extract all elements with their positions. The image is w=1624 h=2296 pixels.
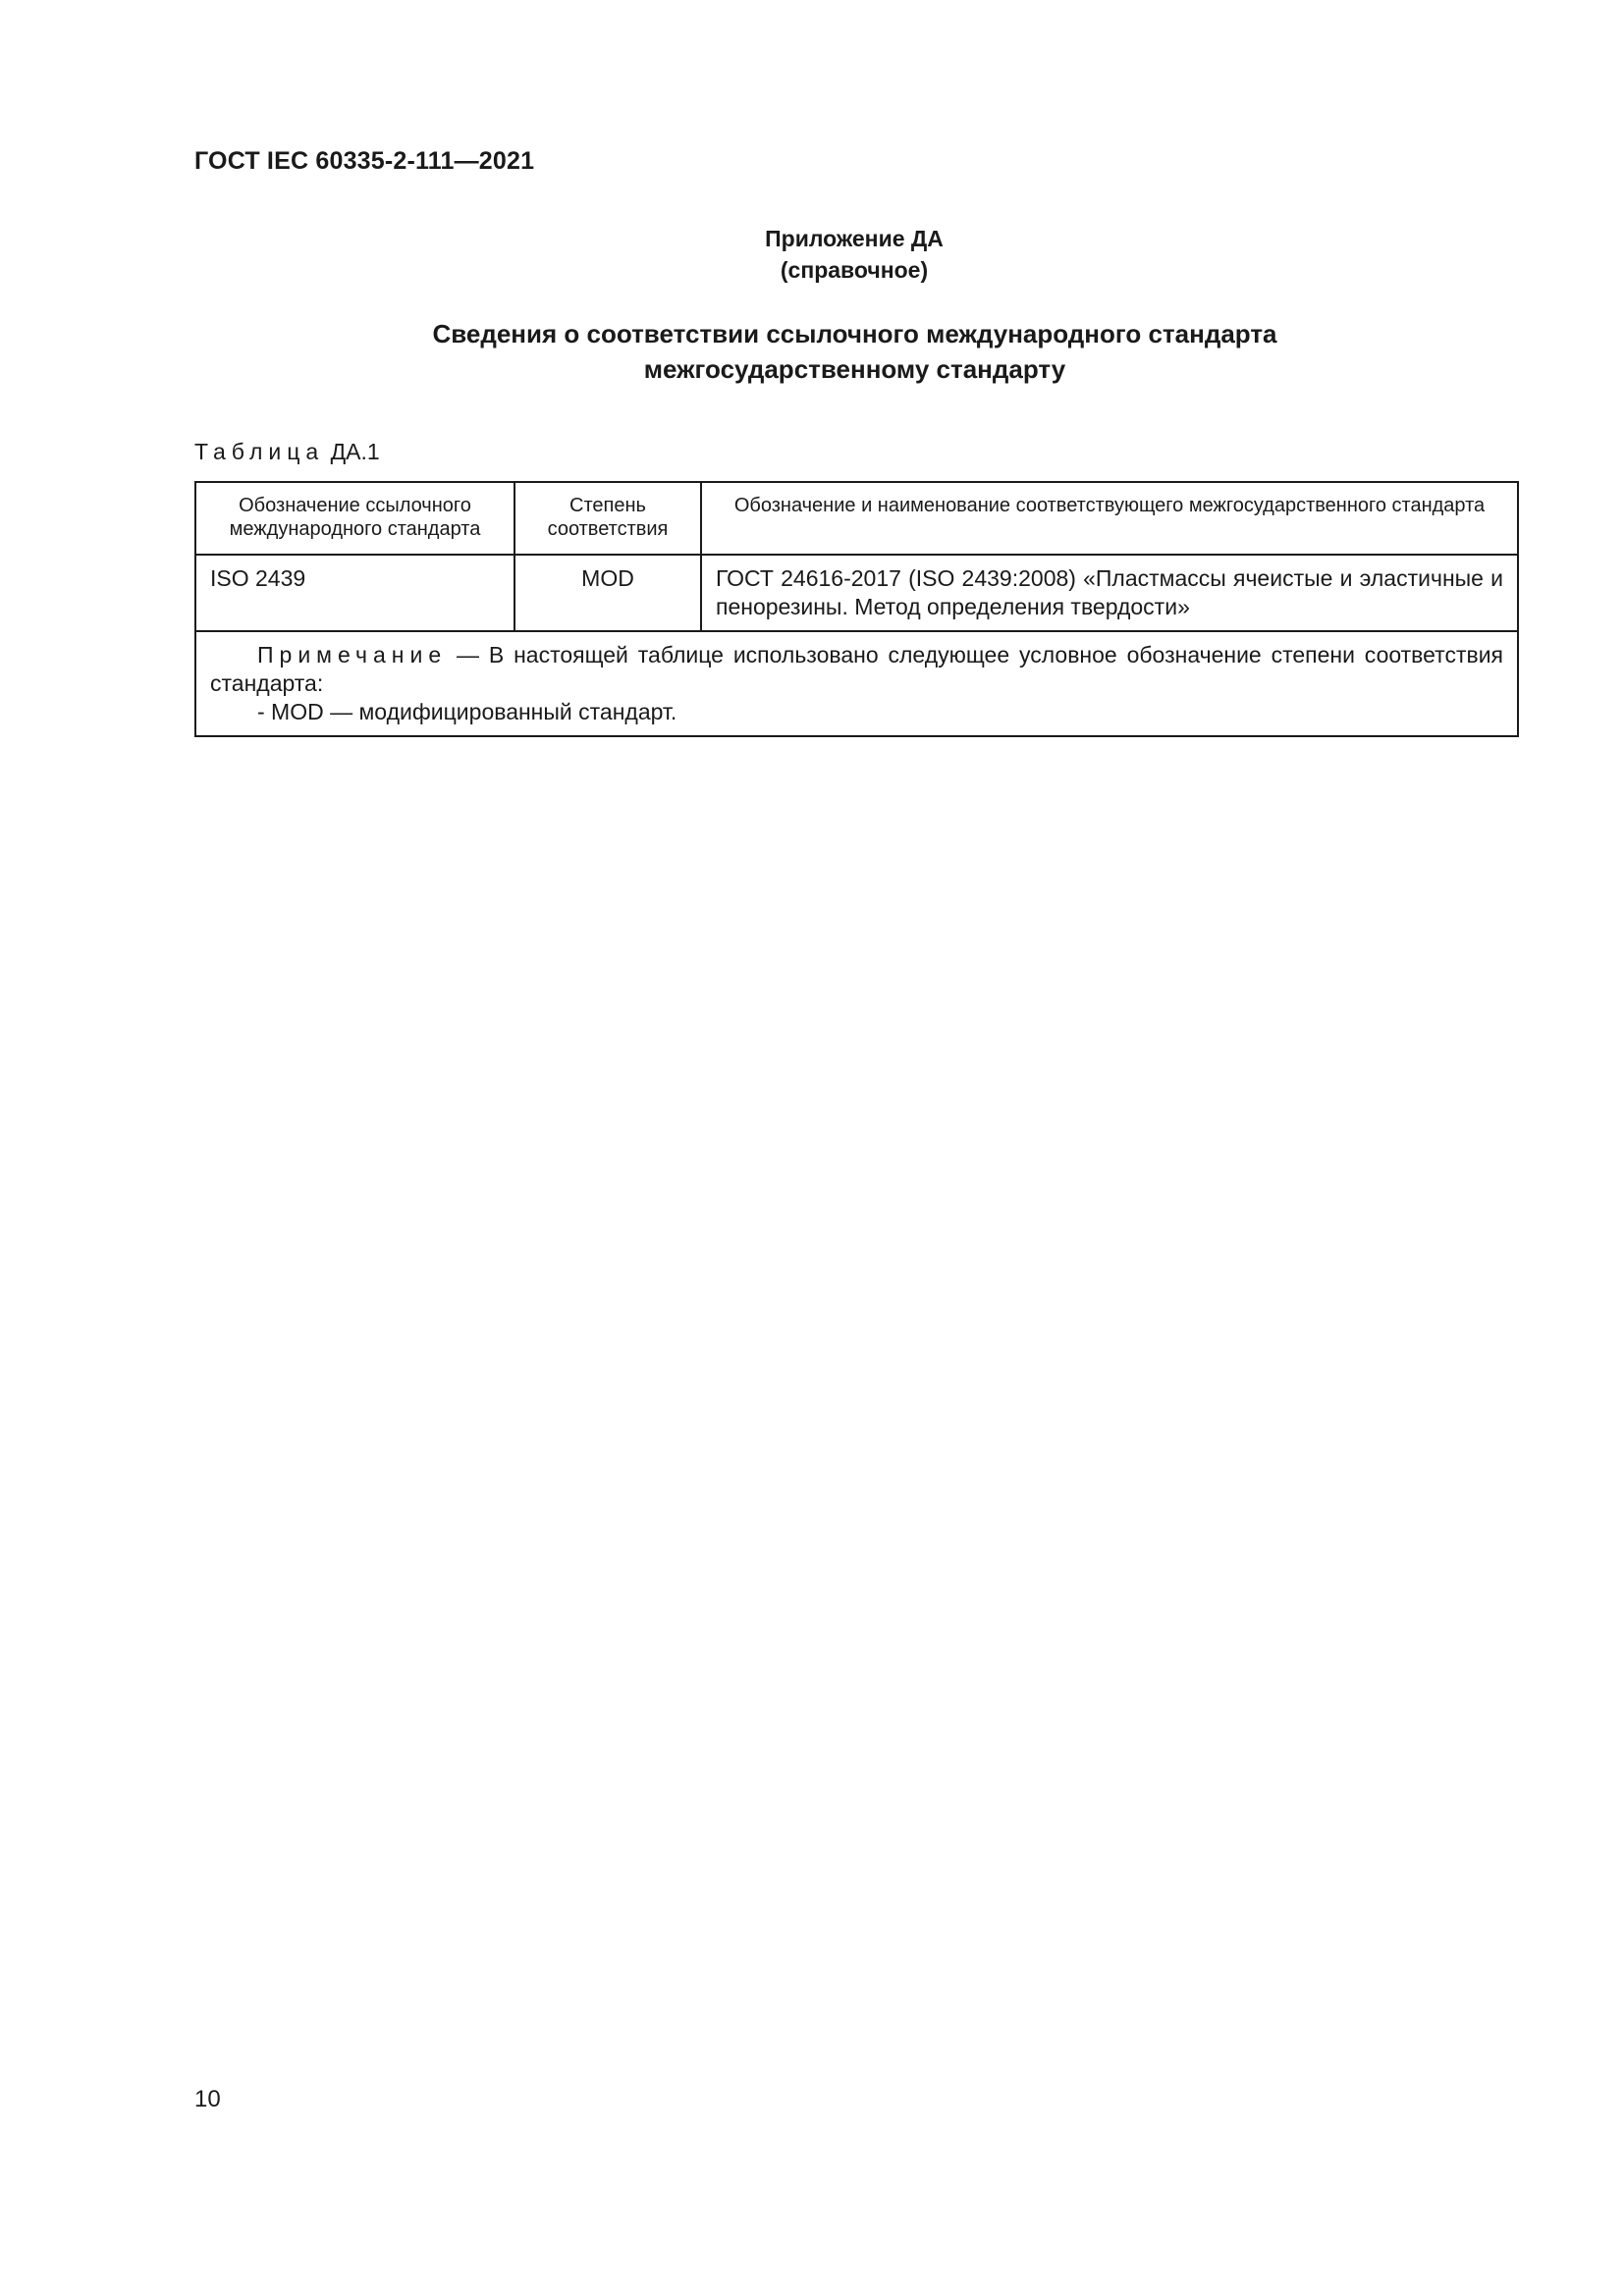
table-caption-prefix: Таблица [194, 439, 325, 464]
column-header-ref-standard: Обозначение ссылочного международного стандарта [195, 482, 514, 555]
note-body: — В настоящей таблице использовано следующее условное обозначение степени соответствия стандарта: [210, 642, 1503, 696]
page-number: 10 [194, 2086, 221, 2112]
section-title [194, 316, 1515, 387]
cell-ref-standard: ISO 2439 [195, 555, 514, 631]
section-title-line-2: межгосударственному стандарту [643, 354, 1066, 384]
table-note-row [195, 631, 1518, 736]
document-code: ГОСТ IEC 60335-2-111—2021 [194, 147, 535, 175]
table-row [195, 555, 1518, 631]
column-header-interstate-standard: Обозначение и наименование соответствующего межгосударственного стандарта [701, 482, 1518, 555]
note-text [210, 641, 1503, 698]
annex-title: Приложение ДА [765, 226, 944, 251]
table-caption [194, 439, 380, 465]
table-caption-number: ДА.1 [330, 439, 380, 464]
correspondence-table [194, 481, 1519, 737]
cell-interstate-standard: ГОСТ 24616-2017 (ISO 2439:2008) «Пластмассы ячеистые и эластичные и пенорезины. Метод определения твердости» [701, 555, 1518, 631]
annex-status: (справочное) [780, 257, 929, 283]
column-header-degree: Степень соответствия [514, 482, 701, 555]
cell-degree: MOD [514, 555, 701, 631]
note-label: Примечание [257, 642, 448, 667]
table-header-row [195, 482, 1518, 555]
note-list-item: - MOD — модифицированный стандарт. [257, 699, 677, 724]
table-note [195, 631, 1518, 736]
section-title-line-1: Сведения о соответствии ссылочного международного стандарта [432, 319, 1277, 348]
